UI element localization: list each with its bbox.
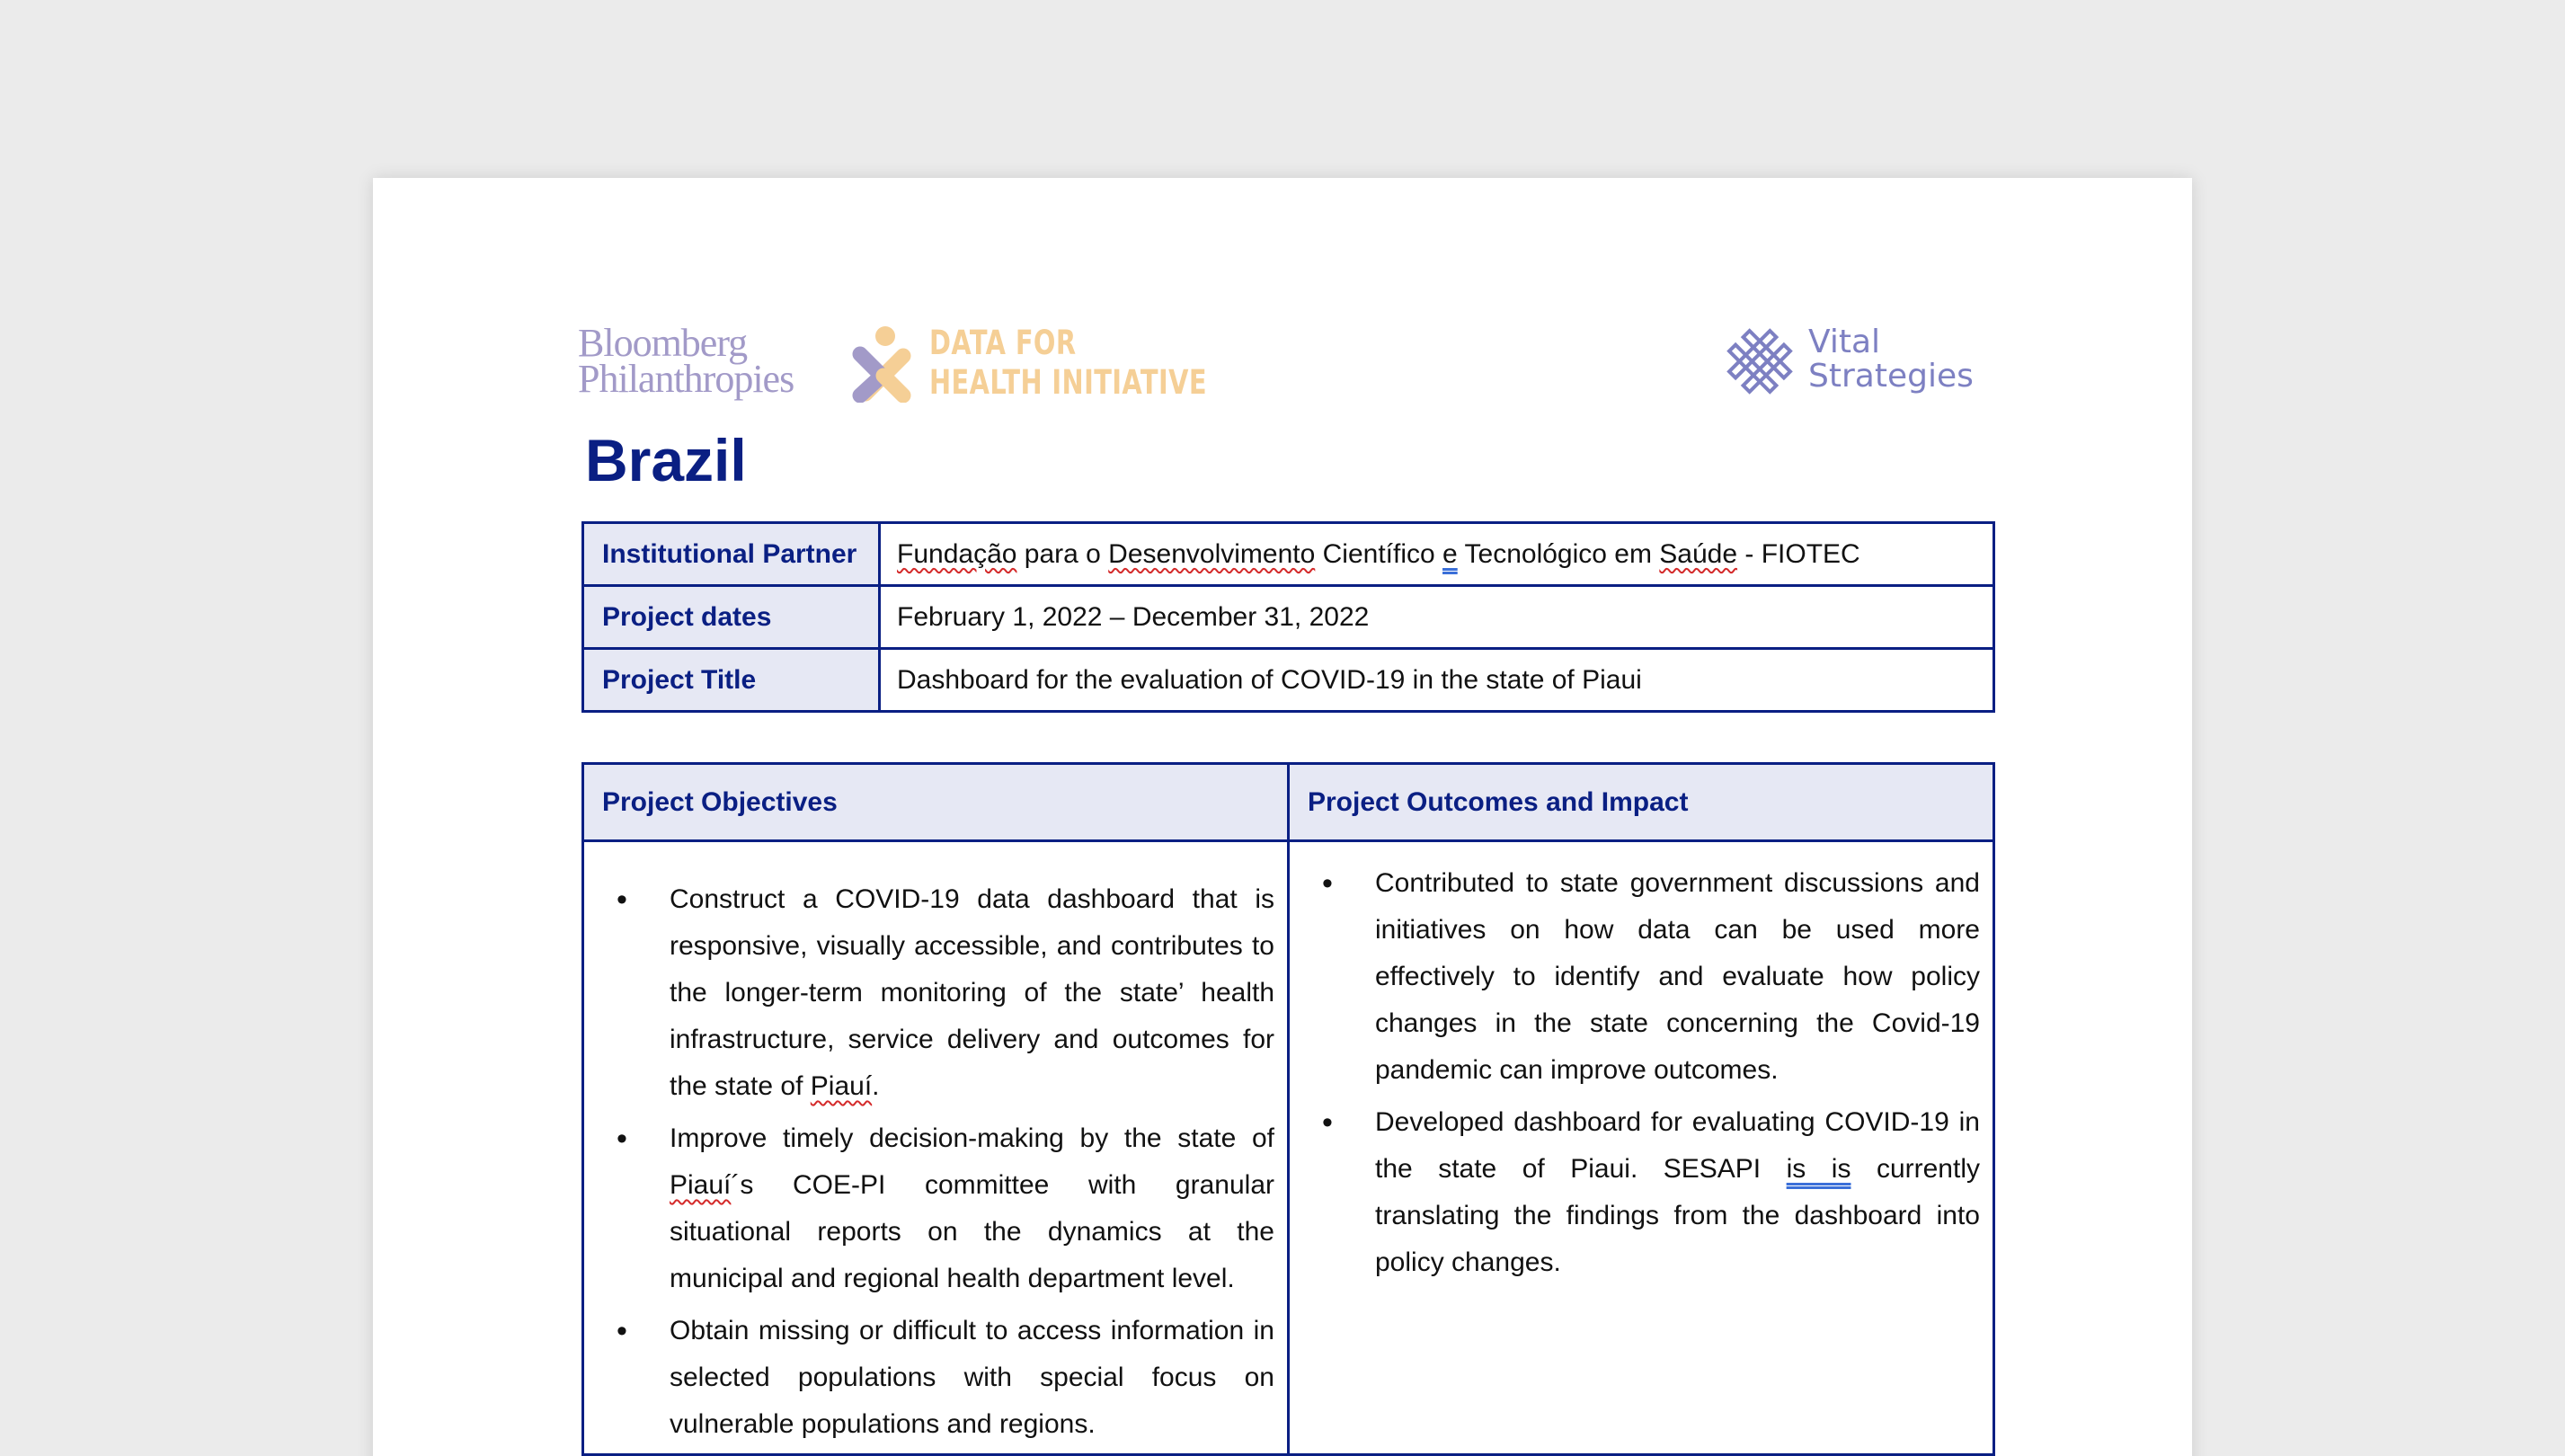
logo-text: DATA FOR xyxy=(929,324,1077,362)
text-span: e xyxy=(1442,538,1458,569)
text-span: Desenvolvimento xyxy=(1108,538,1316,569)
list-item xyxy=(584,1308,1287,1448)
partner-value xyxy=(880,523,1994,586)
dates-value: February 1, 2022 – December 31, 2022 xyxy=(880,586,1994,649)
country-title: Brazil xyxy=(585,427,747,493)
text-span: Tecnológico em xyxy=(1457,538,1660,569)
table-row xyxy=(583,586,1994,649)
text-span: currently translating the findings from the dashboard into policy changes. xyxy=(1375,1154,1980,1277)
project-info-table xyxy=(581,521,1995,713)
text-span: Construct a COVID-19 data dashboard that is responsive, visually accessible, and contributes to the longer-term monitoring of the state’ health infrastructure, service delivery and outcomes for the state of xyxy=(670,884,1274,1101)
table-row xyxy=(583,649,1994,712)
text-span: Saúde xyxy=(1659,538,1738,569)
partner-label: Institutional Partner xyxy=(583,523,880,586)
table-row xyxy=(583,523,1994,586)
text-span: ´s COE-PI committee with granular situational reports on the dynamics at the municipal and regional health department level. xyxy=(670,1170,1274,1293)
list-item xyxy=(584,1115,1287,1302)
bloomberg-philanthropies-logo xyxy=(578,321,794,401)
title-label: Project Title xyxy=(583,649,880,712)
logo-text: Strategies xyxy=(1808,358,1974,395)
logo-text: Bloomberg xyxy=(578,321,748,365)
text-span: Developed dashboard for evaluating COVID-19 in the state of Piaui. SESAPI xyxy=(1375,1107,1980,1184)
text-span: . xyxy=(872,1071,880,1101)
title-value: Dashboard for the evaluation of COVID-19 in the state of Piaui xyxy=(880,649,1994,712)
text-span: Contributed to state government discussions and initiatives on how data can be used more effectively to identify and evaluate how policy changes in the state concerning the Covid-19 pandemic can improve outcomes. xyxy=(1375,868,1980,1085)
text-span: - FIOTEC xyxy=(1737,538,1860,569)
text-span: Obtain missing or difficult to access information in selected populations with special focus on vulnerable populations and regions. xyxy=(670,1316,1274,1439)
text-span: Piauí xyxy=(810,1071,873,1101)
outcomes-header: Project Outcomes and Impact xyxy=(1289,764,1994,841)
vital-strategies-logo xyxy=(1808,325,1974,394)
data-for-health-logo xyxy=(929,324,1207,403)
data-for-health-icon xyxy=(849,325,914,403)
text-span: Fundação xyxy=(897,538,1017,569)
table-header-row xyxy=(583,764,1994,841)
list-item xyxy=(1290,1099,1993,1286)
dates-label: Project dates xyxy=(583,586,880,649)
list-item xyxy=(584,876,1287,1110)
objectives-list xyxy=(584,842,1287,1448)
text-span: Improve timely decision-making by the state of xyxy=(670,1123,1274,1153)
logo-text: HEALTH INITIATIVE xyxy=(929,363,1207,402)
logo-text: Vital xyxy=(1808,324,1881,360)
list-item xyxy=(1290,860,1993,1094)
objectives-header: Project Objectives xyxy=(583,764,1289,841)
text-span: Piauí xyxy=(670,1170,732,1200)
outcomes-list xyxy=(1290,842,1993,1286)
objectives-cell xyxy=(583,841,1289,1455)
objectives-outcomes-table xyxy=(581,762,1995,1456)
outcomes-cell xyxy=(1289,841,1994,1455)
vital-strategies-icon xyxy=(1718,320,1801,403)
text-span: is is xyxy=(1786,1154,1851,1184)
table-row xyxy=(583,841,1994,1455)
logo-text: Philanthropies xyxy=(578,357,794,401)
text-span: Científico xyxy=(1315,538,1443,569)
text-span: para o xyxy=(1016,538,1109,569)
